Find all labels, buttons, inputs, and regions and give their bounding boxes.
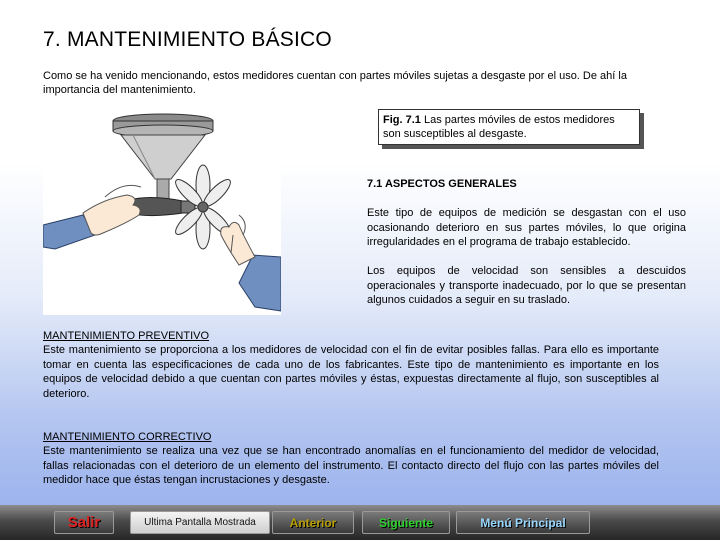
intro-paragraph: Como se ha venido mencionando, estos medidores cuentan con partes móviles sujetas a desgaste por el uso. De ahí la importancia del mantenimiento. — [43, 70, 627, 96]
preventivo-paragraph: Este mantenimiento se proporciona a los medidores de velocidad con el fin de evitar posibles fallas. Para ello es importante tomar en cuenta las especificaciones de cada uno de los fabricantes. Este tipo de mantenimiento es importante en los equipos de velocidad debido a que cuentan con partes móviles y éstas, expuestas directamente al flujo, son susceptibles al deterioro. — [43, 344, 659, 400]
section-paragraph-1: Este tipo de equipos de medición se desgastan con el uso ocasionando deterioro en sus partes móviles, lo que origina irregularidades en el programa de trabajo establecido. — [367, 207, 686, 248]
figure-caption-text: Las partes móviles de estos medidores son susceptibles al desgaste. — [383, 114, 615, 140]
next-button[interactable]: Siguiente — [362, 511, 450, 534]
last-screen-button[interactable] — [130, 511, 270, 534]
correctivo-heading: MANTENIMIENTO CORRECTIVO — [43, 431, 212, 443]
preventivo-heading: MANTENIMIENTO PREVENTIVO — [43, 330, 210, 342]
figure-label: Fig. 7.1 — [383, 114, 421, 126]
figure-caption — [378, 109, 640, 145]
section-paragraph-2: Los equipos de velocidad son sensibles a descuidos operacionales y transporte inadecuado, por lo que se presentan algunos cuidados a seguir en su traslado. — [367, 265, 686, 306]
main-menu-button[interactable]: Menú Principal — [456, 511, 590, 534]
current-meter-hands-illustration — [43, 107, 281, 315]
previous-button[interactable]: Anterior — [272, 511, 354, 534]
page-title: 7. MANTENIMIENTO BÁSICO — [43, 28, 332, 51]
figure-illustration — [43, 107, 281, 315]
last-screen-label: Ultima Pantalla Mostrada — [144, 517, 256, 528]
navigation-bar — [0, 505, 720, 540]
section-heading: 7.1 ASPECTOS GENERALES — [367, 178, 517, 190]
correctivo-paragraph: Este mantenimiento se realiza una vez que se han encontrado anomalías en el funcionamiento del medidor de velocidad, fallas relacionadas con el deterioro de un elemento del instrumento. El contacto directo del flujo con las partes móviles del medidor hace que éstas tengan incrustaciones y desgaste. — [43, 445, 659, 486]
exit-button[interactable]: Salir — [54, 511, 114, 534]
